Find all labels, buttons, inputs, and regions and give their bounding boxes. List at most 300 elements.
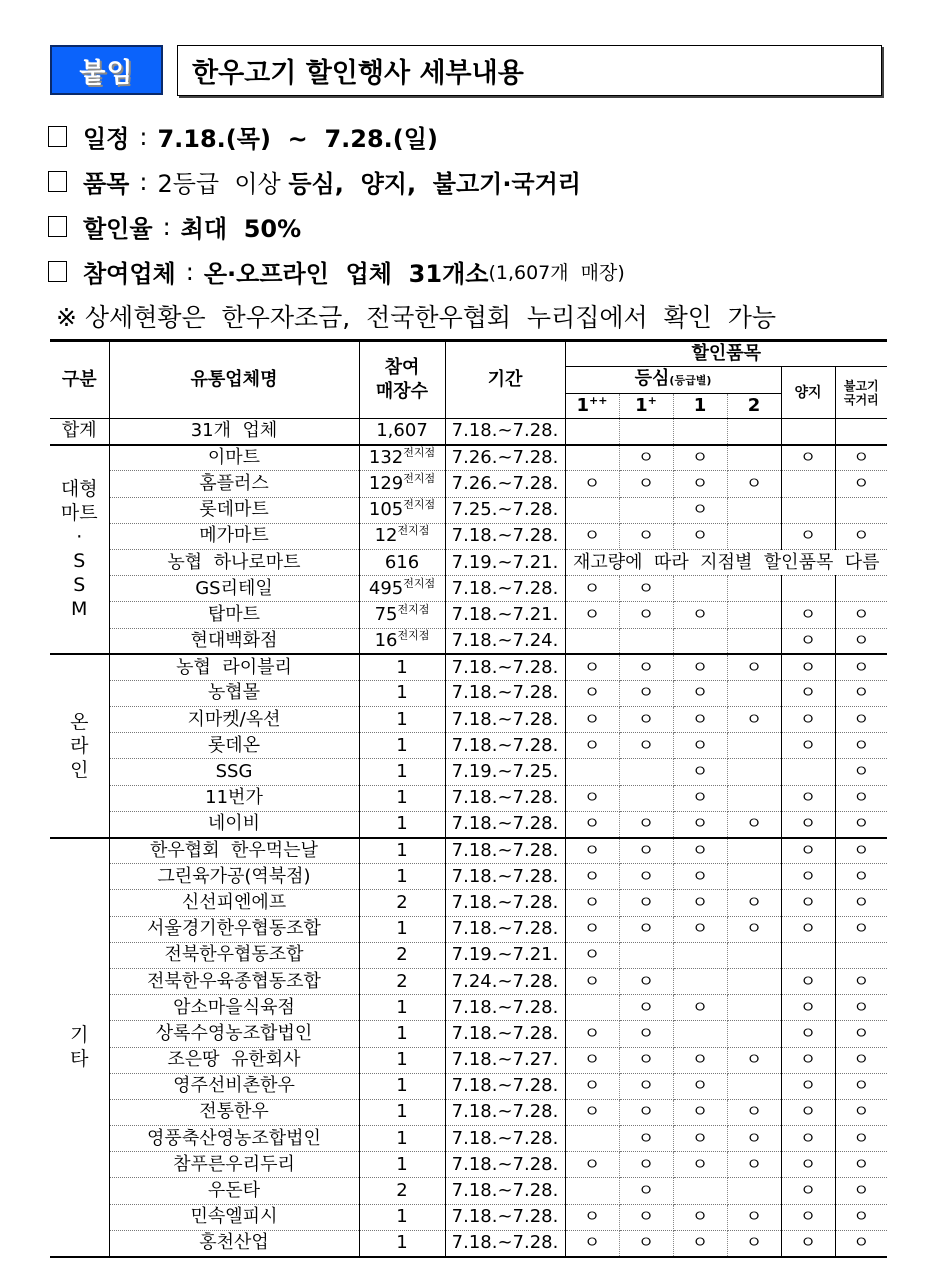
period: 7.18.~7.28.: [445, 1178, 565, 1204]
discount-mark: ㅇ: [565, 1047, 619, 1073]
table-row: [50, 838, 887, 864]
period: 7.18.~7.28.: [445, 680, 565, 706]
discount-mark: ㅇ: [781, 1230, 835, 1256]
store-count-value: 1: [396, 839, 408, 861]
discount-mark: ㅇ: [673, 1204, 727, 1230]
store-count-value: 495: [368, 577, 404, 599]
discount-mark: ㅇ: [781, 1178, 835, 1204]
store-count-value: 2: [396, 1180, 408, 1202]
empty-cell: [673, 942, 727, 968]
empty-cell: [673, 968, 727, 994]
discount-mark: ㅇ: [619, 1152, 673, 1178]
store-count: [359, 1230, 445, 1256]
discount-mark: ㅇ: [565, 707, 619, 733]
store-count-value: 1: [396, 734, 408, 756]
company-name: 전북한우협동조합: [109, 942, 359, 968]
header-stores-line2: 매장수: [375, 381, 429, 402]
discount-mark: ㅇ: [565, 576, 619, 602]
company-name: 롯데온: [109, 733, 359, 759]
company-name: 홍천산업: [109, 1230, 359, 1256]
table-row: [50, 864, 887, 890]
colon: :: [162, 212, 171, 241]
period: 7.18.~7.28.: [445, 523, 565, 549]
table-row: [50, 471, 887, 497]
checkbox-square-icon: [48, 126, 67, 147]
discount-mark: ㅇ: [781, 1126, 835, 1152]
empty-cell: [673, 576, 727, 602]
empty-cell: [727, 523, 781, 549]
empty-cell: [727, 445, 781, 471]
discount-mark: ㅇ: [673, 1126, 727, 1152]
discount-mark: ㅇ: [619, 890, 673, 916]
discount-mark: ㅇ: [781, 916, 835, 942]
discount-mark: ㅇ: [673, 471, 727, 497]
store-count: [359, 549, 445, 575]
empty-cell: [835, 497, 887, 523]
discount-mark: ㅇ: [565, 1204, 619, 1230]
bullet-value: 최대 50%: [180, 215, 302, 243]
attachment-badge: 붙임: [50, 45, 163, 95]
colon: :: [185, 257, 194, 286]
discount-mark: ㅇ: [781, 838, 835, 864]
discount-mark: ㅇ: [781, 785, 835, 811]
discount-mark: ㅇ: [565, 1152, 619, 1178]
store-count-value: 1: [396, 865, 408, 887]
table-row: [50, 1099, 887, 1125]
company-name: 그린육가공(역북점): [109, 864, 359, 890]
discount-mark: ㅇ: [673, 916, 727, 942]
company-name: 이마트: [109, 445, 359, 471]
discount-mark: ㅇ: [565, 1073, 619, 1099]
table-row: [50, 1047, 887, 1073]
empty-cell: [835, 942, 887, 968]
store-count: [359, 1099, 445, 1125]
empty-cell: [727, 733, 781, 759]
discount-table: [50, 339, 887, 1258]
period: 7.18.~7.28.: [445, 811, 565, 837]
discount-mark: ㅇ: [673, 733, 727, 759]
discount-mark: ㅇ: [619, 471, 673, 497]
discount-mark: ㅇ: [781, 707, 835, 733]
empty-cell: [727, 785, 781, 811]
store-count: [359, 1021, 445, 1047]
discount-mark: ㅇ: [619, 811, 673, 837]
discount-mark: ㅇ: [781, 654, 835, 680]
store-count-value: 1: [396, 1022, 408, 1044]
company-name: 전북한우육종협동조합: [109, 968, 359, 994]
table-row: [50, 1152, 887, 1178]
discount-mark: ㅇ: [781, 864, 835, 890]
store-count-value: 1: [396, 787, 408, 809]
bullet-value-prefix: 2등급 이상: [157, 170, 289, 198]
period: 7.19.~7.25.: [445, 759, 565, 785]
header-bulgogi: [835, 367, 887, 419]
empty-cell: [673, 1178, 727, 1204]
discount-mark: ㅇ: [565, 968, 619, 994]
store-count-value: 1: [396, 996, 408, 1018]
discount-mark: ㅇ: [673, 523, 727, 549]
empty-cell: [781, 576, 835, 602]
header-bulgogi-line2: 국거리: [843, 392, 879, 407]
discount-mark: ㅇ: [619, 864, 673, 890]
mark-cell: [565, 419, 619, 445]
empty-cell: [727, 576, 781, 602]
store-count: [359, 968, 445, 994]
discount-mark: ㅇ: [565, 654, 619, 680]
discount-mark: ㅇ: [781, 1099, 835, 1125]
discount-mark: ㅇ: [835, 864, 887, 890]
empty-cell: [727, 1178, 781, 1204]
discount-mark: ㅇ: [565, 1021, 619, 1047]
discount-mark: ㅇ: [727, 1230, 781, 1256]
discount-mark: ㅇ: [781, 680, 835, 706]
store-count: [359, 916, 445, 942]
discount-mark: ㅇ: [835, 628, 887, 654]
all-stores-label: 전지점: [403, 498, 436, 512]
store-count-value: 1: [396, 1206, 408, 1228]
discount-mark: ㅇ: [835, 785, 887, 811]
store-count: [359, 707, 445, 733]
empty-cell: [565, 759, 619, 785]
discount-mark: ㅇ: [835, 968, 887, 994]
discount-mark: ㅇ: [619, 654, 673, 680]
document-header: [50, 45, 882, 96]
header-bulgogi-line1: 불고기: [843, 378, 879, 393]
empty-cell: [835, 576, 887, 602]
store-count: [359, 838, 445, 864]
table-row: [50, 759, 887, 785]
period: 7.18.~7.28.: [445, 995, 565, 1021]
company-name: 영주선비촌한우: [109, 1073, 359, 1099]
discount-mark: ㅇ: [565, 1099, 619, 1125]
store-count: [359, 576, 445, 602]
company-name: 현대백화점: [109, 628, 359, 654]
mark-cell: [673, 419, 727, 445]
discount-mark: ㅇ: [673, 1152, 727, 1178]
company-name: 네이비: [109, 811, 359, 837]
header-stores-line1: 참여: [384, 357, 420, 378]
table-row: [50, 654, 887, 680]
discount-mark: ㅇ: [619, 680, 673, 706]
category-cell: 온 라 인: [50, 654, 109, 837]
colon: :: [139, 167, 148, 196]
empty-cell: [781, 759, 835, 785]
bullet-schedule: [48, 114, 898, 159]
discount-mark: ㅇ: [619, 1021, 673, 1047]
empty-cell: [673, 628, 727, 654]
table-row: [50, 523, 887, 549]
bullet-value: 7.18.(목) ~ 7.28.(일): [157, 125, 438, 153]
discount-mark: ㅇ: [781, 1021, 835, 1047]
discount-mark: ㅇ: [727, 1099, 781, 1125]
table-row: [50, 811, 887, 837]
store-count-value: 1: [396, 682, 408, 704]
discount-mark: ㅇ: [835, 811, 887, 837]
store-count: [359, 890, 445, 916]
table-row: [50, 733, 887, 759]
table-row: [50, 890, 887, 916]
table-row: [50, 995, 887, 1021]
period: 7.18.~7.28.: [445, 707, 565, 733]
discount-mark: ㅇ: [619, 1099, 673, 1125]
discount-mark: ㅇ: [673, 995, 727, 1021]
discount-mark: ㅇ: [781, 1047, 835, 1073]
summary-bullets: [48, 114, 898, 338]
all-stores-label: 전지점: [403, 576, 436, 590]
company-name: 영풍축산영농조합법인: [109, 1126, 359, 1152]
discount-mark: ㅇ: [619, 968, 673, 994]
empty-cell: [727, 1021, 781, 1047]
store-count: [359, 811, 445, 837]
empty-cell: [619, 942, 673, 968]
table-row: [50, 1126, 887, 1152]
empty-cell: [727, 497, 781, 523]
store-count-value: 1: [396, 656, 408, 678]
period: 7.24.~7.28.: [445, 968, 565, 994]
discount-mark: ㅇ: [727, 654, 781, 680]
table-row: [50, 707, 887, 733]
discount-mark: ㅇ: [565, 471, 619, 497]
discount-mark: ㅇ: [781, 445, 835, 471]
bullet-participants: [48, 249, 898, 294]
store-count-value: 1: [396, 813, 408, 835]
discount-mark: ㅇ: [673, 1047, 727, 1073]
company-name: GS리테일: [109, 576, 359, 602]
company-name: 조은땅 유한회사: [109, 1047, 359, 1073]
store-count-value: 2: [396, 970, 408, 992]
discount-mark: ㅇ: [673, 785, 727, 811]
company-name: 11번가: [109, 785, 359, 811]
discount-mark: ㅇ: [727, 1047, 781, 1073]
discount-mark: ㅇ: [565, 864, 619, 890]
store-count-value: 75: [374, 603, 398, 625]
discount-mark: ㅇ: [727, 1204, 781, 1230]
store-count-value: 1: [396, 761, 408, 783]
discount-mark: ㅇ: [673, 707, 727, 733]
bullet-label: 할인율: [83, 215, 153, 243]
bullet-label: 일정: [83, 125, 130, 153]
discount-mark: ㅇ: [835, 1021, 887, 1047]
discount-mark: ㅇ: [619, 1073, 673, 1099]
empty-cell: [673, 1021, 727, 1047]
store-count: [359, 785, 445, 811]
discount-mark: ㅇ: [673, 497, 727, 523]
store-count-value: 1: [396, 1232, 408, 1254]
period: 7.18.~7.28.: [445, 864, 565, 890]
period: 7.18.~7.24.: [445, 628, 565, 654]
header-period: 기간: [445, 341, 565, 419]
empty-cell: [727, 942, 781, 968]
discount-mark: ㅇ: [835, 1204, 887, 1230]
period: 7.19.~7.21.: [445, 942, 565, 968]
store-count: [359, 995, 445, 1021]
discount-mark: ㅇ: [565, 916, 619, 942]
discount-mark: ㅇ: [619, 523, 673, 549]
discount-mark: ㅇ: [565, 838, 619, 864]
empty-cell: [727, 968, 781, 994]
table-row: [50, 1230, 887, 1256]
store-count: [359, 497, 445, 523]
discount-mark: ㅇ: [619, 916, 673, 942]
header-company: 유통업체명: [109, 341, 359, 419]
discount-mark: ㅇ: [835, 445, 887, 471]
discount-mark: ㅇ: [835, 1178, 887, 1204]
discount-mark: ㅇ: [619, 995, 673, 1021]
discount-mark: ㅇ: [727, 707, 781, 733]
discount-mark: ㅇ: [565, 942, 619, 968]
bullet-value: 등심, 양지, 불고기·국거리: [288, 170, 581, 198]
empty-cell: [727, 864, 781, 890]
table-row: [50, 1178, 887, 1204]
header-stores: [359, 341, 445, 419]
discount-mark: ㅇ: [781, 890, 835, 916]
discount-mark: ㅇ: [673, 1230, 727, 1256]
company-name: 전통한우: [109, 1099, 359, 1125]
discount-mark: ㅇ: [781, 602, 835, 628]
total-category: 합계: [50, 419, 109, 445]
period: 7.26.~7.28.: [445, 445, 565, 471]
discount-mark: ㅇ: [673, 838, 727, 864]
store-count-value: 1: [396, 1049, 408, 1071]
discount-mark: ㅇ: [727, 811, 781, 837]
period: 7.25.~7.28.: [445, 497, 565, 523]
discount-mark: ㅇ: [835, 1073, 887, 1099]
store-count: [359, 759, 445, 785]
store-count-value: 2: [396, 891, 408, 913]
discount-mark: ㅇ: [727, 471, 781, 497]
checkbox-square-icon: [48, 261, 67, 282]
discount-mark: ㅇ: [673, 890, 727, 916]
discount-mark: ㅇ: [619, 1230, 673, 1256]
items-note: 재고량에 따라 지점별 할인품목 다름: [565, 549, 887, 575]
period: 7.18.~7.28.: [445, 654, 565, 680]
table-row: [50, 1073, 887, 1099]
store-count: [359, 1073, 445, 1099]
discount-mark: ㅇ: [565, 785, 619, 811]
store-count-value: 129: [368, 472, 404, 494]
company-name: 지마켓/옥션: [109, 707, 359, 733]
discount-mark: ㅇ: [727, 916, 781, 942]
discount-mark: ㅇ: [727, 1152, 781, 1178]
store-count-value: 16: [374, 629, 398, 651]
category-cell: 기 타: [50, 838, 109, 1257]
discount-mark: ㅇ: [673, 1073, 727, 1099]
period: 7.18.~7.27.: [445, 1047, 565, 1073]
store-count: [359, 523, 445, 549]
company-name: 홈플러스: [109, 471, 359, 497]
discount-mark: ㅇ: [835, 1152, 887, 1178]
mark-cell: [727, 419, 781, 445]
empty-cell: [727, 602, 781, 628]
table-row: [50, 785, 887, 811]
table-row: [50, 968, 887, 994]
period: 7.19.~7.21.: [445, 549, 565, 575]
discount-mark: ㅇ: [781, 733, 835, 759]
store-count: [359, 1204, 445, 1230]
period: 7.18.~7.28.: [445, 890, 565, 916]
discount-mark: ㅇ: [781, 523, 835, 549]
store-count: [359, 1178, 445, 1204]
store-count: [359, 680, 445, 706]
store-count-value: 12: [374, 525, 398, 547]
empty-cell: [619, 759, 673, 785]
table-row: [50, 576, 887, 602]
discount-mark: ㅇ: [673, 1099, 727, 1125]
discount-mark: ㅇ: [619, 576, 673, 602]
empty-cell: [619, 628, 673, 654]
header-sirloin-sub: (등급별): [669, 374, 712, 387]
grade-label: 1: [635, 395, 648, 416]
discount-mark: ㅇ: [673, 445, 727, 471]
company-name: 우돈타: [109, 1178, 359, 1204]
period: 7.18.~7.28.: [445, 1152, 565, 1178]
discount-mark: ㅇ: [619, 1047, 673, 1073]
period: 7.18.~7.28.: [445, 576, 565, 602]
period: 7.18.~7.28.: [445, 1099, 565, 1125]
empty-cell: [565, 995, 619, 1021]
table-row: [50, 1204, 887, 1230]
store-count-value: 2: [396, 944, 408, 966]
period: 7.18.~7.28.: [445, 838, 565, 864]
discount-mark: ㅇ: [673, 680, 727, 706]
empty-cell: [781, 471, 835, 497]
empty-cell: [565, 628, 619, 654]
store-count-value: 1: [396, 918, 408, 940]
discount-mark: ㅇ: [835, 654, 887, 680]
header-category: 구분: [50, 341, 109, 419]
discount-mark: ㅇ: [673, 864, 727, 890]
table-row: [50, 680, 887, 706]
period: 7.18.~7.28.: [445, 1204, 565, 1230]
header-sirloin-label: 등심: [634, 368, 670, 389]
discount-mark: ㅇ: [565, 602, 619, 628]
store-count: [359, 864, 445, 890]
empty-cell: [619, 785, 673, 811]
header-brisket: [781, 367, 835, 419]
table-row: [50, 497, 887, 523]
discount-mark: ㅇ: [727, 1126, 781, 1152]
discount-mark: ㅇ: [781, 1152, 835, 1178]
discount-mark: ㅇ: [673, 759, 727, 785]
store-count: [359, 733, 445, 759]
store-count-value: 1: [396, 1075, 408, 1097]
discount-mark: ㅇ: [835, 759, 887, 785]
store-count: [359, 1126, 445, 1152]
period: 7.18.~7.28.: [445, 1021, 565, 1047]
company-name: 한우협회 한우먹는날: [109, 838, 359, 864]
header-sirloin: [565, 367, 781, 394]
discount-mark: ㅇ: [619, 1204, 673, 1230]
total-period: 7.18.~7.28.: [445, 419, 565, 445]
company-name: 신선피엔에프: [109, 890, 359, 916]
company-name: 메가마트: [109, 523, 359, 549]
empty-cell: [727, 995, 781, 1021]
discount-mark: ㅇ: [727, 890, 781, 916]
store-count: [359, 628, 445, 654]
discount-mark: ㅇ: [835, 1047, 887, 1073]
store-count-value: 1: [396, 1153, 408, 1175]
period: 7.18.~7.28.: [445, 1073, 565, 1099]
company-name: 민속엘피시: [109, 1204, 359, 1230]
discount-mark: ㅇ: [565, 523, 619, 549]
discount-mark: ㅇ: [835, 995, 887, 1021]
page-title: 한우고기 할인행사 세부내용: [177, 45, 882, 96]
bullet-value-suffix: (1,607개 매장): [488, 262, 625, 284]
discount-mark: ㅇ: [565, 811, 619, 837]
all-stores-label: 전지점: [403, 446, 436, 460]
store-count-value: 1: [396, 1101, 408, 1123]
colon: :: [139, 122, 148, 151]
